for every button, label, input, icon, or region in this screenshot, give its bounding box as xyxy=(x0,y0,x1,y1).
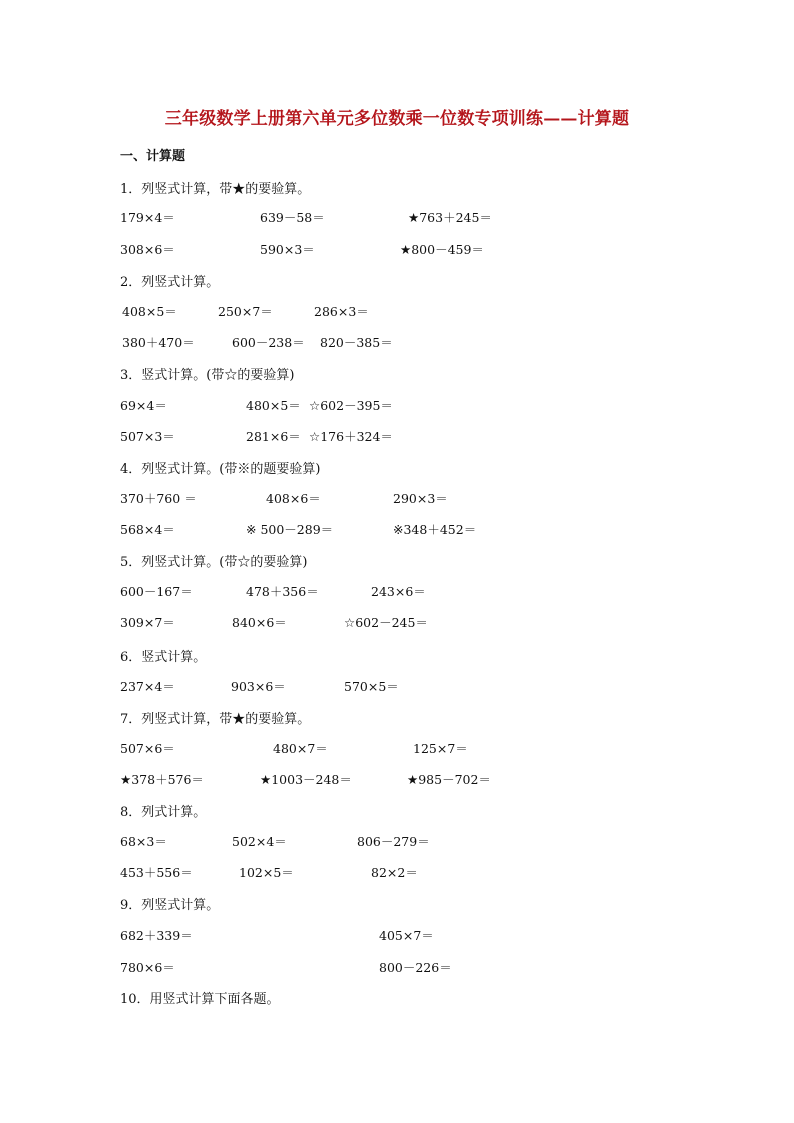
problem-item: 600－167＝ xyxy=(120,584,193,599)
problem-item: 380＋470＝ xyxy=(122,335,195,350)
problem-item: 780×6＝ xyxy=(120,960,175,975)
question-prompt-2: 2．列竖式计算。 xyxy=(120,275,220,290)
problem-item: 806－279＝ xyxy=(357,834,430,849)
problem-item: ★1003－248＝ xyxy=(260,772,352,787)
problem-row xyxy=(0,926,794,946)
problem-row xyxy=(0,489,794,509)
problem-item: 682＋339＝ xyxy=(120,928,193,943)
problem-item: 405×7＝ xyxy=(379,928,434,943)
problem-item: 408×5＝ xyxy=(122,304,177,319)
problem-row xyxy=(0,739,794,759)
problem-item: 903×6＝ xyxy=(231,679,286,694)
section-heading: 一、计算题 xyxy=(120,149,186,164)
question-prompt-8: 8．列式计算。 xyxy=(120,805,207,820)
question-prompt-6: 6．竖式计算。 xyxy=(120,650,207,665)
question-prompt-7: 7．列竖式计算，带★的要验算。 xyxy=(120,712,311,727)
problem-item: 179×4＝ xyxy=(120,210,175,225)
problem-item: ☆602－245＝ xyxy=(344,615,428,630)
problem-row xyxy=(0,333,794,353)
problem-row xyxy=(0,240,794,260)
problem-item: 102×5＝ xyxy=(239,865,294,880)
page-title: 三年级数学上册第六单元多位数乘一位数专项训练——计算题 xyxy=(164,109,630,129)
problem-item: 639－58＝ xyxy=(260,210,325,225)
problem-row xyxy=(0,520,794,540)
problem-row xyxy=(0,677,794,697)
problem-row xyxy=(0,302,794,322)
question-prompt-10: 10．用竖式计算下面各题。 xyxy=(120,992,280,1007)
question-prompt-3: 3．竖式计算。(带☆的要验算) xyxy=(120,368,295,383)
question-prompt-9: 9．列竖式计算。 xyxy=(120,898,220,913)
problem-item: ★378＋576＝ xyxy=(120,772,204,787)
problem-item: 478＋356＝ xyxy=(246,584,319,599)
problem-row xyxy=(0,832,794,852)
problem-item: 237×4＝ xyxy=(120,679,175,694)
question-prompt-4: 4．列竖式计算。(带※的题要验算) xyxy=(120,462,321,477)
problem-row xyxy=(0,582,794,602)
problem-item: 290×3＝ xyxy=(393,491,448,506)
problem-item: 820－385＝ xyxy=(320,335,393,350)
problem-item: 840×6＝ xyxy=(232,615,287,630)
problem-item: 507×3＝ xyxy=(120,429,175,444)
problem-item: ★763＋245＝ xyxy=(408,210,492,225)
problem-item: 480×5＝ xyxy=(246,398,301,413)
problem-item: 600－238＝ xyxy=(232,335,305,350)
problem-row xyxy=(0,958,794,978)
problem-item: ※348＋452＝ xyxy=(393,522,477,537)
problem-item: ※ 500－289＝ xyxy=(246,522,334,537)
problem-item: 507×6＝ xyxy=(120,741,175,756)
problem-item: 408×6＝ xyxy=(266,491,321,506)
problem-row xyxy=(0,863,794,883)
problem-item: 309×7＝ xyxy=(120,615,175,630)
problem-item: 125×7＝ xyxy=(413,741,468,756)
problem-item: 568×4＝ xyxy=(120,522,175,537)
problem-item: 243×6＝ xyxy=(371,584,426,599)
problem-item: 286×3＝ xyxy=(314,304,369,319)
question-prompt-1: 1．列竖式计算，带★的要验算。 xyxy=(120,182,311,197)
problem-item: 590×3＝ xyxy=(260,242,315,257)
problem-item: 453＋556＝ xyxy=(120,865,193,880)
question-prompt-5: 5．列竖式计算。(带☆的要验算) xyxy=(120,555,308,570)
problem-item: 68×3＝ xyxy=(120,834,167,849)
problem-row xyxy=(0,427,794,447)
problem-item: 502×4＝ xyxy=(232,834,287,849)
problem-item: 308×6＝ xyxy=(120,242,175,257)
problem-item: ☆602－395＝ xyxy=(309,398,393,413)
problem-item: 281×6＝ xyxy=(246,429,301,444)
problem-item: 800－226＝ xyxy=(379,960,452,975)
problem-item: 250×7＝ xyxy=(218,304,273,319)
problem-item: ★985－702＝ xyxy=(407,772,491,787)
problem-item: ★800－459＝ xyxy=(400,242,484,257)
problem-item: ☆176＋324＝ xyxy=(309,429,393,444)
problem-item: 480×7＝ xyxy=(273,741,328,756)
problem-item: 370＋760 ＝ xyxy=(120,491,197,506)
problem-item: 82×2＝ xyxy=(371,865,418,880)
problem-row xyxy=(0,613,794,633)
problem-item: 69×4＝ xyxy=(120,398,167,413)
problem-row xyxy=(0,770,794,790)
problem-item: 570×5＝ xyxy=(344,679,399,694)
problem-row xyxy=(0,208,794,228)
problem-row xyxy=(0,396,794,416)
